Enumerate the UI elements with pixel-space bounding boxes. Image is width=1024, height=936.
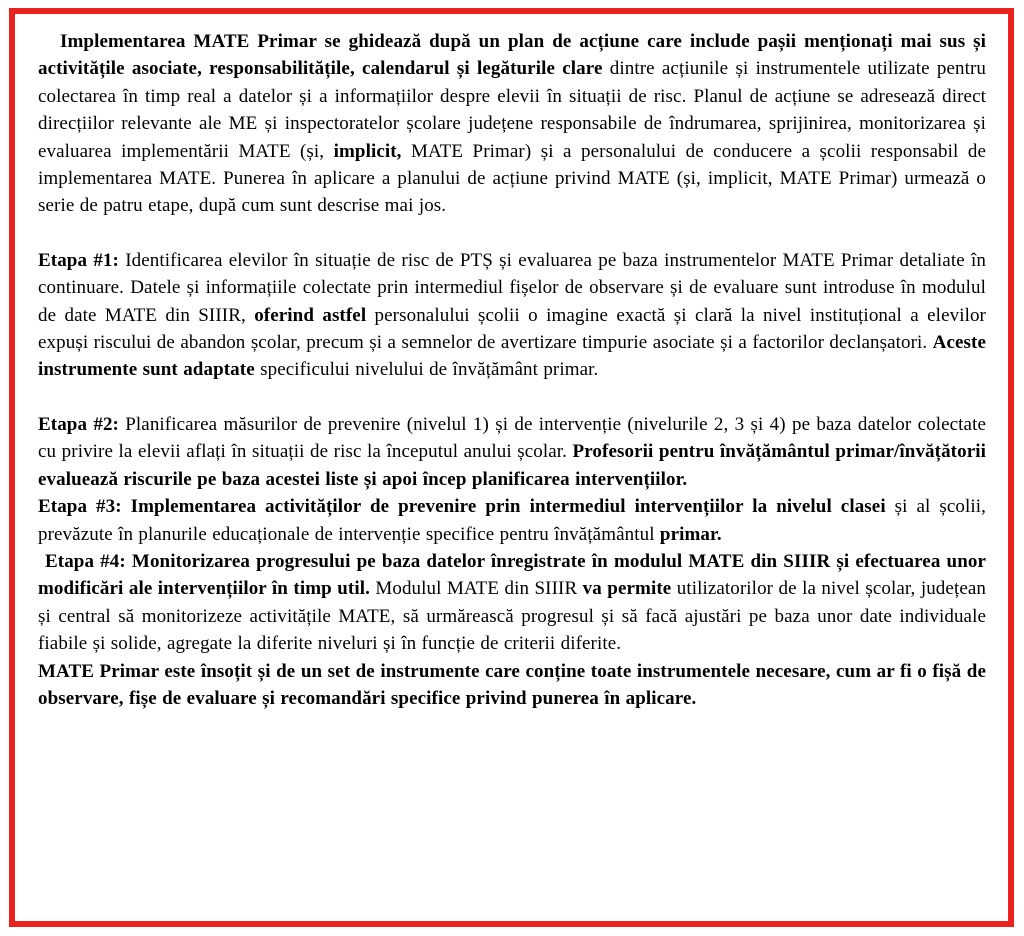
- text-run: Implementarea MATE Primar se ghidează după un plan de acțiune care include pașii menționați mai sus și activitățile asociate, responsabilitățile, calendarul și legăturile clare: [38, 31, 986, 80]
- text-run: Aceste instrumente sunt adaptate: [38, 332, 986, 381]
- text-run: personalului școlii o imagine exactă și clară la nivel instituțional a elevilor expuși riscului de abandon școlar, precum și a semnelor de avertizare timpurie asociate și a factorilor declanșatori.: [38, 304, 986, 354]
- paragraph-closing: [38, 658, 986, 713]
- text-run: Etapa #2:: [38, 413, 126, 435]
- text-run: va permite: [582, 578, 677, 600]
- text-run: specificului nivelului de învățământ primar.: [260, 359, 599, 381]
- text-run: Etapa #1:: [38, 249, 126, 271]
- text-run: Etapa #4: Monitorizarea progresului pe baza datelor înregistrate în modulul MATE din SIIIR și efectuarea unor modificări ale intervențiilor în timp util.: [38, 550, 986, 600]
- paragraph-etapa-4: [38, 548, 986, 658]
- paragraph-etapa-3: [38, 493, 986, 548]
- text-run: Profesorii pentru învățământul primar/învățătorii evaluează riscurile pe baza acestei liste și apoi încep planificarea intervențiilor.: [38, 441, 986, 490]
- text-run: dintre acțiunile și instrumentele utilizate pentru colectarea în timp real a datelor și a informațiilor despre elevii în situații de risc. Planul de acțiune se adresează direct direcțiilor relevante ale ME și inspectoratelor școlare județene responsabile de îndrumarea, sprijinirea, monitorizarea și evaluarea implementării MATE (și,: [38, 58, 987, 162]
- text-run: Etapa #3: Implementarea activităților de prevenire prin intermediul intervențiilor la nivelul clasei: [38, 496, 895, 518]
- paragraph-etapa-1: [38, 247, 986, 384]
- text-run: oferind astfel: [254, 304, 375, 326]
- text-run: utilizatorilor de la nivel școlar, județean și central să monitorizeze activitățile MATE, să urmărească progresul și să facă ajustări pe baza unor date individuale fiabile și solide, agregate la diferite niveluri și în funcție de criterii diferite.: [38, 578, 986, 655]
- text-run: MATE Primar) și a personalului de conducere a școlii responsabil de implementarea MATE. Punerea în aplicare a planului de acțiune privind MATE (și, implicit, MATE Primar) urmează o serie de patru etape, după cum sunt descrise mai jos.: [38, 140, 986, 217]
- text-run: Modulul MATE din SIIIR: [375, 578, 583, 600]
- text-run: MATE Primar este însoțit și de un set de instrumente care conține toate instrumentele necesare, cum ar fi o fișă de observare, fișe de evaluare și recomandări specifice privind punerea în aplicare.: [38, 660, 986, 709]
- text-run: primar.: [659, 523, 722, 545]
- paragraph-intro: [38, 28, 986, 220]
- text-run: Planificarea măsurilor de prevenire (nivelul 1) și de intervenție (nivelurile 2, 3 și 4) pe baza datelor colectate cu privire la elevii aflați în situații de risc la începutul anului școlar.: [38, 413, 986, 463]
- red-border-text-box: [9, 8, 1014, 927]
- text-run: implicit,: [333, 140, 402, 162]
- text-run: Identificarea elevilor în situație de risc de PTȘ și evaluarea pe baza instrumentelor MATE Primar detaliate în continuare. Datele și informațiile colectate prin intermediul fișelor de observare și de evaluare sunt introduse în modulul de date MATE din SIIIR,: [38, 249, 986, 326]
- text-run: și al școlii, prevăzute în planurile educaționale de intervenție specifice pentru învățământul: [38, 496, 986, 545]
- paragraph-etapa-2: [38, 411, 986, 493]
